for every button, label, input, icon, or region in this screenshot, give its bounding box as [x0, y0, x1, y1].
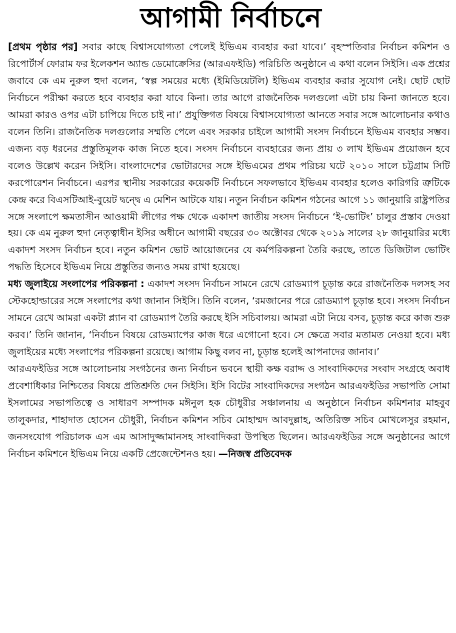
reporter-signature: —নিজস্ব প্রতিবেদক [218, 448, 292, 460]
paragraph-1 [8, 40, 450, 277]
paragraph-3 [8, 362, 450, 464]
article-body [8, 40, 450, 464]
section-subhead: মধ্য জুলাইয়ে সংলাপের পরিকল্পনা : [8, 279, 145, 291]
continuation-marker: [প্রথম পৃষ্ঠার পর] [8, 42, 78, 53]
paragraph-3-text: আরএফইডির সঙ্গে আলোচনায় সংগঠনের জন্য নির্বাচন ভবনে স্থায়ী কক্ষ বরাদ্দ ও সাংবাদিকদের সংবাদ সংগ্রহে অবাধ প্রবেশাধিকার নিশ্চিতের বিষয়ে প্রতিশ্রুতি দেন সিইসি। ইসি বিটের সাংবাদিকদের সংগঠন আরএফইডির সভাপতি সোমা ইসলামের সভাপতিত্বে ও সাধারণ সম্পাদক মঈনুল হক চৌধুরীর সঞ্চালনায় এ অনুষ্ঠানে নির্বাচন কমিশনার মাহবুব তালুকদার, শাহাদাত হোসেন চৌধুরী, নির্বাচন কমিশন সচিব মোহাম্মদ আবদুল্লাহ, অতিরিক্ত সচিব মোখলেসুর রহমান, জনসংযোগ পরিচালক এস এম আসাদুজ্জামানসহ সাংবাদিকরা উপস্থিত ছিলেন। আরএফইডির সঙ্গে অনুষ্ঠানের আগে নির্বাচন কমিশনে ইভিএম নিয়ে একটি প্রেজেন্টেশনও হয়। [8, 364, 450, 460]
article-headline: আগামী নির্বাচনে [140, 3, 322, 34]
paragraph-1-text: সবার কাছে বিশ্বাসযোগ্যতা পেলেই ইভিএম ব্যবহার করা যাবে।’ বৃহস্পতিবার নির্বাচন কমিশন ও রিপোর্টার্স ফোরাম ফর ইলেকশন অ্যান্ড ডেমোক্রেসির (আরএফইডি) পরিচিতি অনুষ্ঠানে এ কথা বলেন সিইসি। এক প্রশ্নের জবাবে কে এম নুরুল হুদা বলেন, ‘স্বল্প সময়ের মধ্যে (ইমিডিয়েটলি) ইভিএম ব্যবহার করার সুযোগ নেই। ছোট ছোট নির্বাচনে পরীক্ষা করতে হবে ব্যবহার করা যাবে কিনা। তার আগে রাজনৈতিক দলগুলো এটা চায় কিনা জানতে হবে। আমরা কারও ওপর এটা চাপিয়ে দিতে চাই না।’ প্রযুক্তিগত বিষয়ে বিশ্বাসযোগ্যতা আনতে সবার সঙ্গে আলোচনার কথাও বলেন তিনি। রাজনৈতিক দলগুলোর সম্মতি পেলে এবং সরকার চাইলে আগামী সংসদ নির্বাচনে ইভিএম ব্যবহার সম্ভব। এজন্য বড় ধরনের প্রস্তুতিমূলক কাজ নিতে হবে। সংসদ নির্বাচনে ব্যবহারের জন্য প্রায় ৩ লাখ ইভিএম প্রয়োজন হবে বলেও উল্লেখ করেন সিইসি। বাংলাদেশের ভোটারদের সঙ্গে ইভিএমের প্রথম পরিচয় ঘটে ২০১০ সালে চট্টগ্রাম সিটি করপোরেশন নির্বাচনে। এরপর স্থানীয় সরকারের কয়েকটি নির্বাচনে সফলভাবে ইভিএম ব্যবহার হলেও কারিগরি ত্রুটিকে কেন্দ্র করে বিএসটিআই-বুয়েট দ্বন্দ্বে এ মেশিন আটকে যায়। নতুন নির্বাচন কমিশন গঠনের আগে ১১ জানুয়ারি রাষ্ট্রপতির সঙ্গে সংলাপে ক্ষমতাসীন আওয়ামী লীগের পক্ষ থেকে একাদশ জাতীয় সংসদ নির্বাচনে ‘ই-ভোটিং’ চালুর প্রস্তাব দেওয়া হয়। কে এম নুরুল হুদা নেতৃত্বাধীন ইসির অধীনে আগামী বছরের ৩০ অক্টোবর থেকে ২০১৯ সালের ২৮ জানুয়ারির মধ্যে একাদশ সংসদ নির্বাচন হবে। নতুন কমিশন ভোট আয়োজনের যে কর্মপরিকল্পনা তৈরি করছে, তাতে ডিজিটাল ভোটিং পদ্ধতি হিসেবে ইভিএম নিয়ে প্রস্তুতির জন্যও সময় রাখা হয়েছে। [8, 42, 451, 274]
paragraph-2-text: একাদশ সংসদ নির্বাচন সামনে রেখে রোডম্যাপ চূড়ান্ত করে রাজনৈতিক দলসহ সব স্টেকহোল্ডারের সঙ্গে সংলাপের কথা জানান সিইসি। তিনি বলেন, ‘রমজানের পরে রোডম্যাপ চূড়ান্ত হবে। সংসদ নির্বাচন সামনে রেখে আমরা একটা প্ল্যান বা রোডম্যাপ তৈরি করছে ইসি সচিবালয়। আমরা এটা নিয়ে বসব, চূড়ান্ত করে কাজ শুরু করব।’ তিনি জানান, ‘নির্বাচন বিষয়ে রোডম্যাপের কাজ ধরে এগোনো হবে। সে ক্ষেত্রে সবার মতামত নেওয়া হবে। মধ্য জুলাইয়ের মধ্যে সংলাপের পরিকল্পনা রয়েছে। আগাম কিছু বলব না, চূড়ান্ত হলেই আপনাদের জানাব।’ [8, 279, 450, 359]
paragraph-2 [8, 277, 450, 362]
